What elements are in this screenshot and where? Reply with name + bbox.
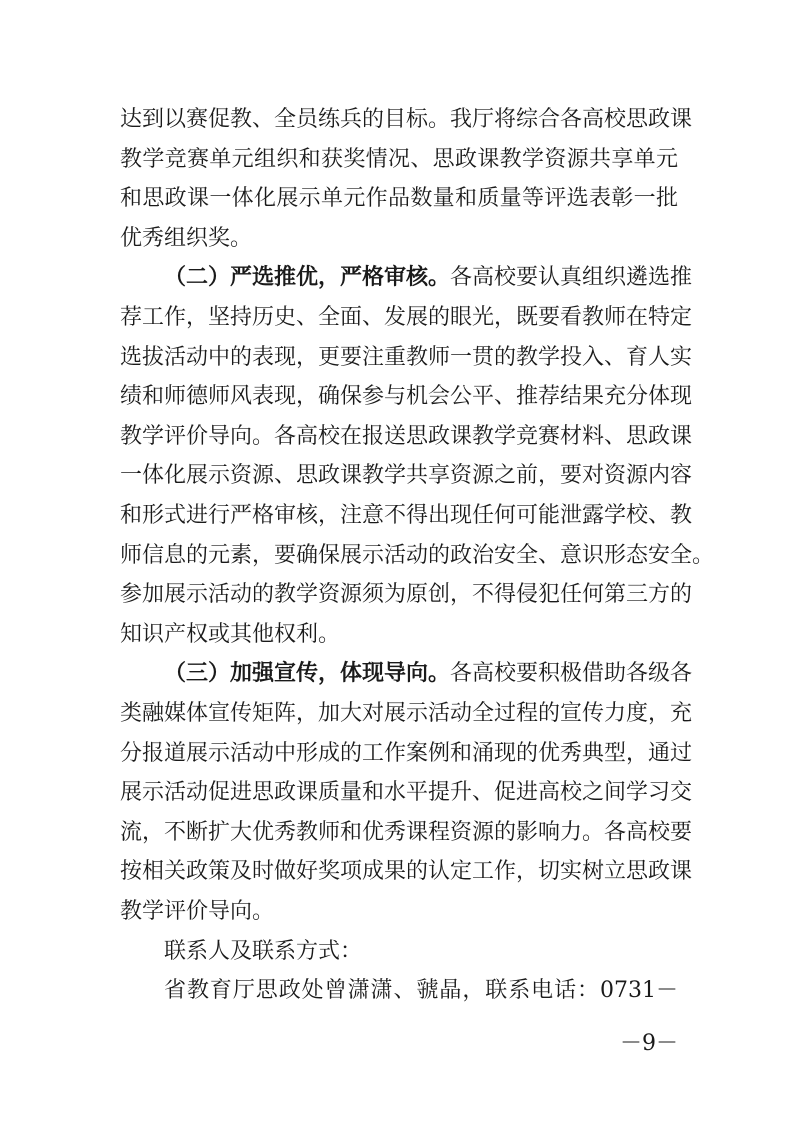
body-text-line: 师信息的元素，要确保展示活动的政治安全、意识形态安全。 [120, 542, 715, 568]
body-text-line: 和思政课一体化展示单元作品数量和质量等评选表彰一批 [120, 186, 678, 212]
body-text-line: 达到以赛促教、全员练兵的目标。我厅将综合各高校思政课 [120, 107, 693, 132]
body-text-line: 选拔活动中的表现，更要注重教师一贯的教学投入、育人实 [120, 344, 693, 370]
body-text-line: 类融媒体宣传矩阵，加大对展示活动全过程的宣传力度，充 [120, 701, 693, 726]
body-text-line: 教学评价导向。各高校在报送思政课教学竞赛材料、思政课 [120, 423, 693, 449]
body-text-line: 流，不断扩大优秀教师和优秀课程资源的影响力。各高校要 [120, 819, 693, 845]
body-text-line: 一体化展示资源、思政课教学共享资源之前，要对资源内容 [120, 463, 693, 489]
body-text-line: 和形式进行严格审核，注意不得出现任何可能泄露学校、教 [120, 503, 693, 528]
body-text-line: 教学竞赛单元组织和获奖情况、思政课教学资源共享单元 [120, 146, 678, 172]
body-text-line: 教学评价导向。 [120, 899, 275, 924]
body-text-run: 各高校要积极借助各级各 [450, 661, 693, 687]
section-first-line [164, 652, 693, 696]
contact-line: 省教育厅思政处曾潇潇、虢晶，联系电话：0731－ [164, 978, 678, 1004]
section-heading: （三）加强宣传，体现导向。 [164, 661, 451, 687]
body-text-line: 知识产权或其他权利。 [120, 621, 341, 647]
body-text-line: 展示活动促进思政课质量和水平提升、促进高校之间学习交 [120, 780, 693, 806]
contact-label: 联系人及联系方式： [164, 938, 363, 964]
body-text-line: 按相关政策及时做好奖项成果的认定工作，切实树立思政课 [120, 859, 693, 885]
section-first-line [164, 256, 693, 300]
body-text-run: 各高校要认真组织遴选推 [450, 265, 693, 291]
body-text-line: 优秀组织奖。 [120, 225, 253, 251]
body-text-line: 参加展示活动的教学资源须为原创，不得侵犯任何第三方的 [120, 582, 693, 608]
body-text-line: 荐工作，坚持历史、全面、发展的眼光，既要看教师在特定 [120, 305, 693, 330]
page-number: －9－ [620, 1031, 678, 1056]
body-text-line: 分报道展示活动中形成的工作案例和涌现的优秀典型，通过 [120, 740, 693, 766]
section-heading: （二）严选推优，严格审核。 [164, 265, 451, 291]
body-text-line: 绩和师德师风表现，确保参与机会公平、推荐结果充分体现 [120, 384, 693, 410]
